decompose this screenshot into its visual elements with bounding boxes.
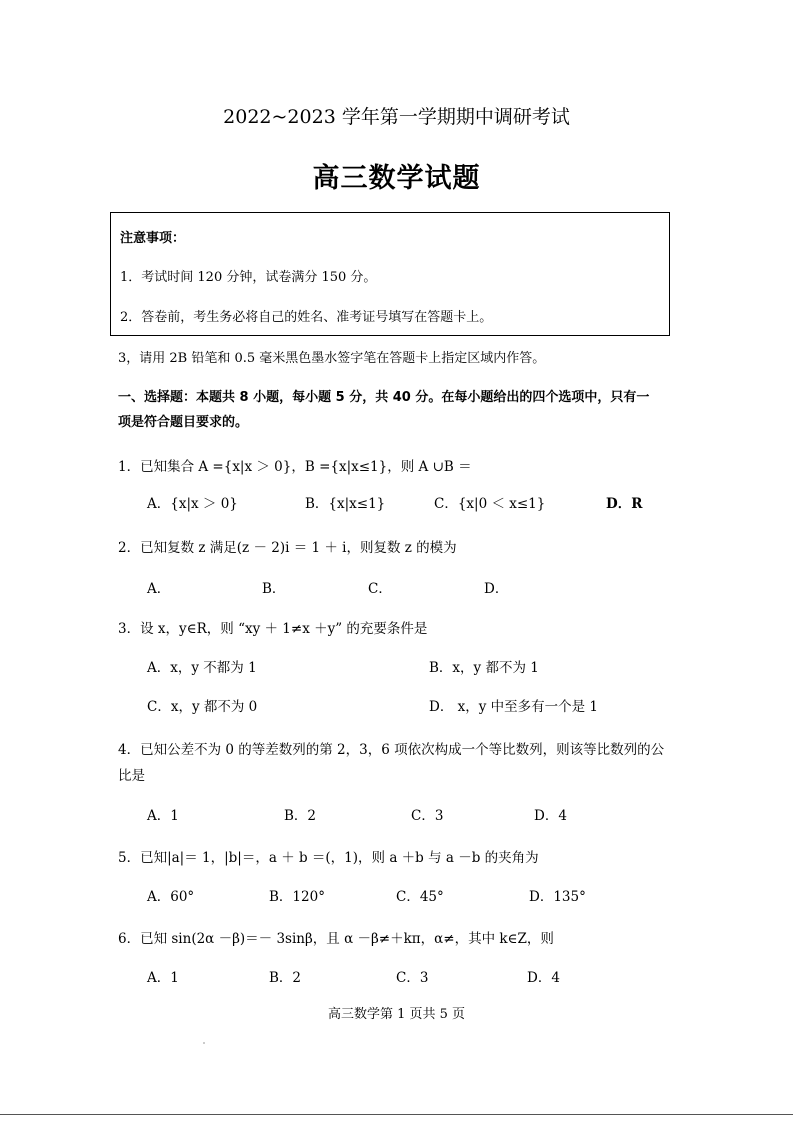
question-3-option-a: A．x，y 不都为 1 <box>147 660 257 676</box>
question-2-stem: 2．已知复数 z 满足(z － 2)i ＝ 1 ＋ i，则复数 z 的模为 <box>118 540 457 556</box>
question-3-option-d: D． x，y 中至多有一个是 1 <box>429 699 599 715</box>
question-1-option-a: A．{x|x ＞ 0} <box>147 496 238 512</box>
question-6-option-a: A．1 <box>147 970 179 986</box>
question-5-option-b: B．120° <box>269 889 325 905</box>
question-1-option-b: B．{x|x≤1} <box>305 496 386 512</box>
question-5-option-c: C．45° <box>396 889 444 905</box>
question-3-option-c: C．x，y 都不为 0 <box>147 699 258 715</box>
question-4-line-2: 比是 <box>118 768 145 784</box>
question-3-stem: 3．设 x，y∈R，则 “xy ＋ 1≠x ＋y” 的充要条件是 <box>118 621 428 637</box>
question-2-option-a: A． <box>147 581 171 597</box>
question-6-option-d: D．4 <box>527 970 560 986</box>
page-footer: 高三数学第 1 页共 5 页 <box>327 1007 466 1022</box>
scan-dot <box>203 1042 205 1044</box>
page-title: 高三数学试题 <box>312 163 481 194</box>
question-1-option-c: C．{x|0 ＜ x≤1} <box>434 496 546 512</box>
question-4-option-d: D．4 <box>534 808 567 824</box>
question-6-option-c: C．3 <box>396 970 429 986</box>
question-4-option-c: C．3 <box>411 808 444 824</box>
section-1-line-2: 项是符合题目要求的。 <box>118 415 249 430</box>
exam-title: 2022~2023 学年第一学期期中调研考试 <box>223 106 570 128</box>
question-4-line-1: 4．已知公差不为 0 的等差数列的第 2，3，6 项依次构成一个等比数列，则该等比数列的公 <box>118 742 665 758</box>
notice-heading: 注意事项： <box>120 231 186 246</box>
question-6-option-b: B．2 <box>269 970 302 986</box>
notice-item-1: 1．考试时间 120 分钟，试卷满分 150 分。 <box>120 270 377 285</box>
question-6-stem: 6．已知 sin(2α －β)＝－ 3sinβ，且 α －β≠＋kπ，α≠，其中 k∈Z，则 <box>118 931 554 947</box>
notice-item-3: 3，请用 2B 铅笔和 0.5 毫米黑色墨水签字笔在答题卡上指定区域内作答。 <box>118 351 546 366</box>
question-4-option-a: A．1 <box>147 808 179 824</box>
question-1-stem: 1．已知集合 A ={x|x ＞ 0}，B ={x|x≤1}，则 A ∪B ＝ <box>118 459 472 475</box>
question-4-option-b: B．2 <box>284 808 317 824</box>
notice-item-2: 2．答卷前，考生务必将自己的姓名、准考证号填写在答题卡上。 <box>120 310 493 325</box>
question-5-stem: 5．已知|a|＝ 1，|b|＝，a ＋ b ＝(，1)，则 a ＋b 与 a －b 的夹角为 <box>118 850 539 866</box>
question-1-option-d: D．R <box>606 496 643 512</box>
question-5-option-d: D．135° <box>529 889 586 905</box>
question-5-option-a: A．60° <box>147 889 195 905</box>
section-1-line-1: 一、选择题：本题共 8 小题，每小题 5 分，共 40 分。在每小题给出的四个选项中，只有一 <box>118 390 650 405</box>
page-bottom-line <box>0 1114 793 1115</box>
question-2-option-d: D． <box>484 581 509 597</box>
question-2-option-b: B． <box>262 581 286 597</box>
question-2-option-c: C． <box>368 581 392 597</box>
question-3-option-b: B．x，y 都不为 1 <box>429 660 539 676</box>
